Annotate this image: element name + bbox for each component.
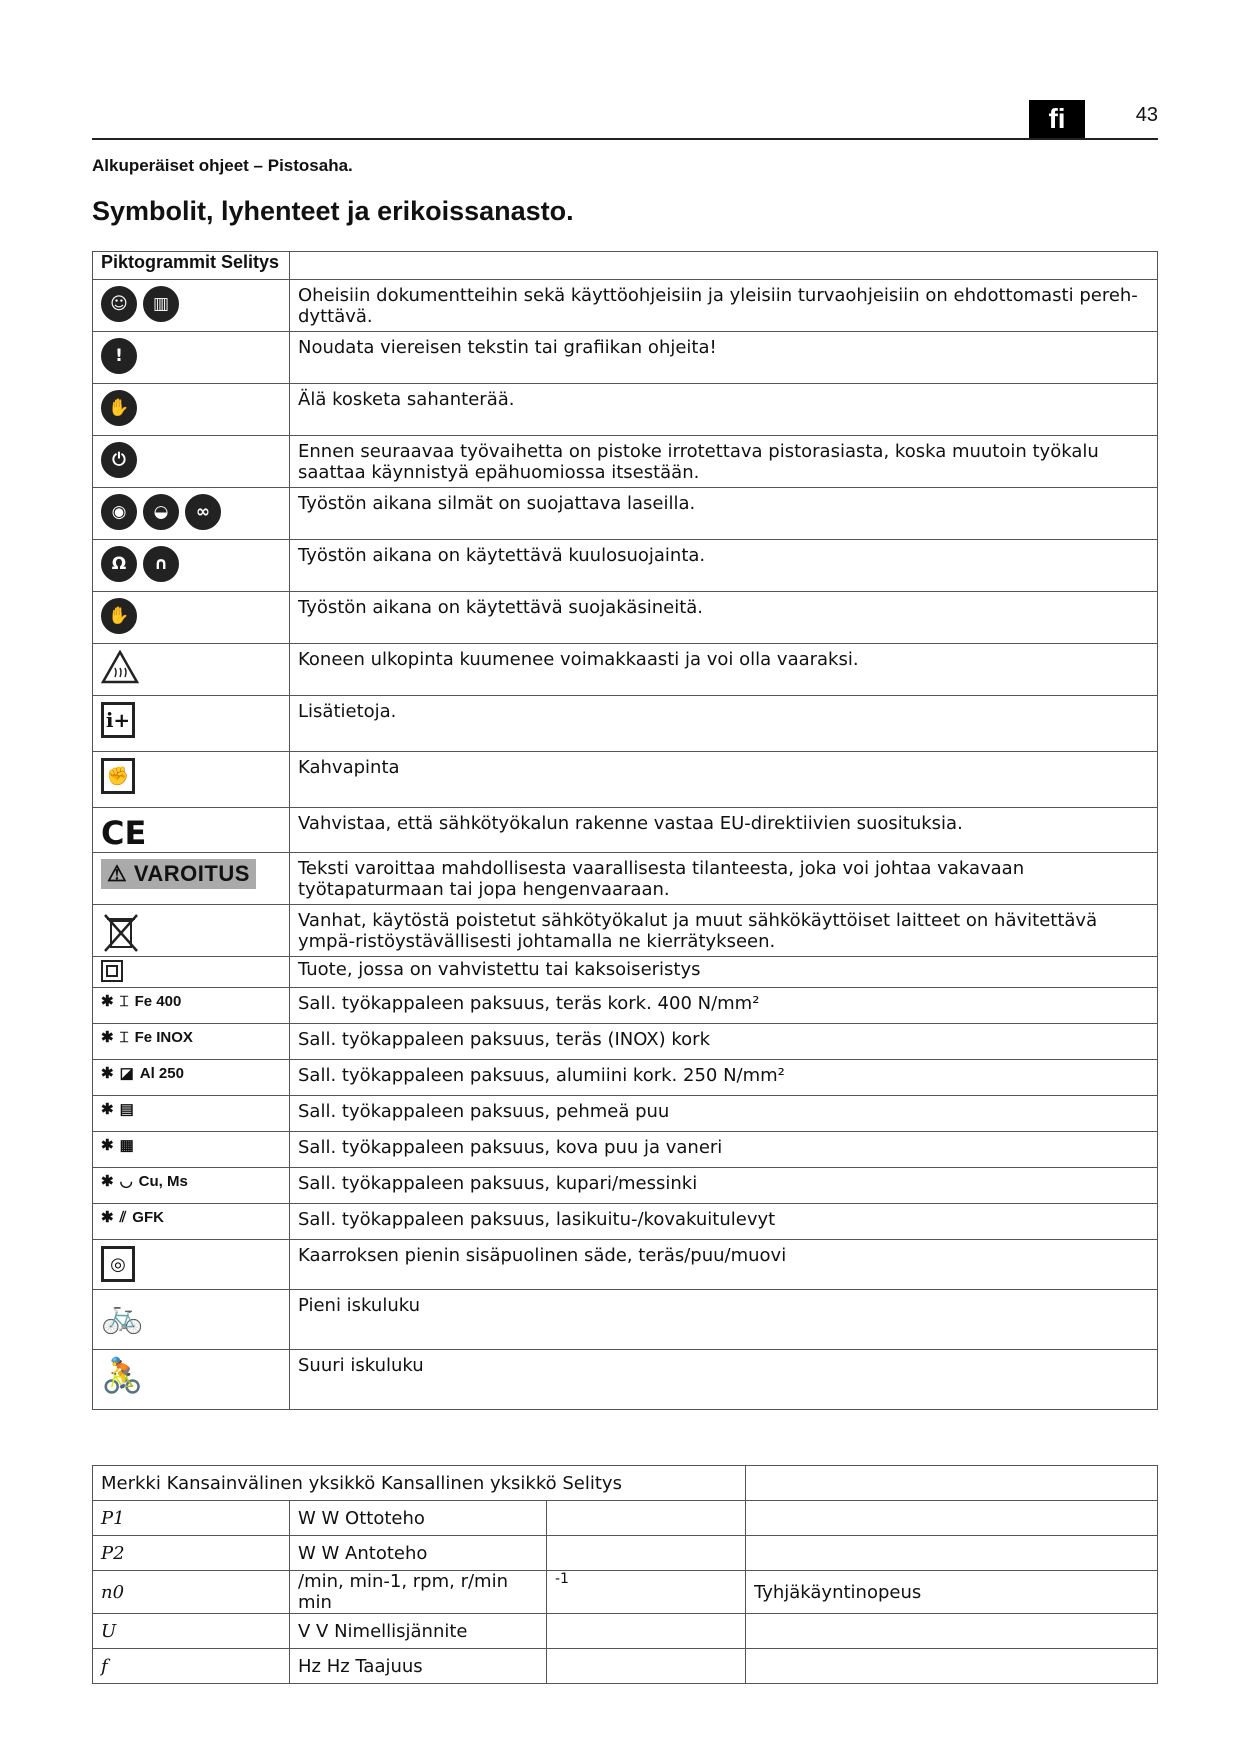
- table-row: 🚴 Suuri iskuluku: [93, 1350, 1158, 1410]
- steel-icon: ⌶: [119, 1028, 129, 1046]
- eye-protection-icon: ◉: [101, 494, 137, 530]
- table-row: ✱ ▤ Sall. työkappaleen paksuus, pehmeä puu: [93, 1096, 1158, 1132]
- thickness-icon: ✱: [101, 1209, 114, 1226]
- table-row: f Hz Hz Taajuus: [93, 1649, 1158, 1684]
- table-row: i+ Lisätietoja.: [93, 696, 1158, 752]
- units-header: Merkki Kansainvälinen yksikkö Kansallinen yksikkö Selitys: [93, 1466, 746, 1501]
- symbols-table: [92, 251, 1158, 1410]
- weee-bin-icon: [101, 911, 141, 953]
- table-row: ⚠ VAROITUS Teksti varoittaa mahdollisesta vaarallisesta tilanteesta, joka voi johtaa vakavaan työtapaturmaan tai jopa hengenvaaraan.: [93, 853, 1158, 905]
- high-stroke-rate-icon: 🚴: [101, 1356, 144, 1396]
- no-touch-blade-icon: ✋: [101, 390, 137, 426]
- units-table: [92, 1465, 1158, 1684]
- face-shield-icon: ◒: [143, 494, 179, 530]
- aluminium-icon: ◪: [119, 1065, 134, 1082]
- double-insulation-icon: [101, 960, 123, 982]
- steel-icon: ⌶: [119, 992, 129, 1010]
- page-number: 43: [1135, 104, 1158, 126]
- table-row: ✊ Kahvapinta: [93, 752, 1158, 808]
- read-manual-icon: ☺: [101, 286, 137, 322]
- softwood-icon: ▤: [119, 1101, 134, 1118]
- table-row: ✱ ⫽ GFK Sall. työkappaleen paksuus, lasikuitu-/kovakuitulevyt: [93, 1204, 1158, 1240]
- table-row: P2 W W Antoteho: [93, 1536, 1158, 1571]
- fibreglass-icon: ⫽: [119, 1208, 127, 1226]
- grip-surface-icon: ✊: [101, 758, 135, 794]
- thickness-icon: ✱: [101, 1029, 114, 1046]
- thickness-icon: ✱: [101, 1065, 114, 1082]
- table-row: ◉ ◒ ∞ Työstön aikana silmät on suojattava laseilla.: [93, 488, 1158, 540]
- thickness-icon: ✱: [101, 1137, 114, 1154]
- table-row: ✋ Työstön aikana on käytettävä suojakäsineitä.: [93, 592, 1158, 644]
- table-row: ✱ ⌶ Fe 400 Sall. työkappaleen paksuus, teräs kork. 400 N/mm²: [93, 988, 1158, 1024]
- table-row: ✱ ◡ Cu, Ms Sall. työkappaleen paksuus, kupari/messinki: [93, 1168, 1158, 1204]
- table-row: ✋ Älä kosketa sahanterää.: [93, 384, 1158, 436]
- copper-icon: ◡: [119, 1173, 133, 1190]
- warning-label: ⚠ VAROITUS: [101, 859, 256, 889]
- table-row: U V V Nimellisjännite: [93, 1614, 1158, 1649]
- ear-protection-icon: Ω: [101, 546, 137, 582]
- table-row: CE Vahvistaa, että sähkötyökalun rakenne vastaa EU-direktiivien suosituksia.: [93, 808, 1158, 853]
- thickness-icon: ✱: [101, 993, 114, 1010]
- table-row: ✱ ▦ Sall. työkappaleen paksuus, kova puu ja vaneri: [93, 1132, 1158, 1168]
- symbols-header: Piktogrammit Selitys: [93, 252, 290, 280]
- curve-radius-icon: ◎: [101, 1246, 135, 1282]
- unplug-icon: ⏻: [101, 442, 137, 478]
- table-row: P1 W W Ottoteho: [93, 1501, 1158, 1536]
- warning-exclamation-icon: !: [101, 338, 137, 374]
- table-row: ⏻ Ennen seuraavaa työvaihetta on pistoke irrotettava pistorasiasta, koska muutoin työkalu saattaa käynnistyä epähuomiossa itsestään.: [93, 436, 1158, 488]
- hardwood-icon: ▦: [119, 1137, 134, 1154]
- table-row: Vanhat, käytöstä poistetut sähkötyökalut ja muut sähkökäyttöiset laitteet on hävitettävä ympä-ristöystävällisesti johtamalla ne kierrätykseen.: [93, 905, 1158, 957]
- thickness-icon: ✱: [101, 1173, 114, 1190]
- language-badge: fi: [1029, 100, 1085, 138]
- table-row: ✱ ⌶ Fe INOX Sall. työkappaleen paksuus, teräs (INOX) kork: [93, 1024, 1158, 1060]
- table-row: Koneen ulkopinta kuumenee voimakkaasti ja voi olla vaaraksi.: [93, 644, 1158, 696]
- low-stroke-rate-icon: 🚲: [101, 1296, 144, 1336]
- hot-surface-icon: [101, 650, 139, 684]
- table-row: 🚲 Pieni iskuluku: [93, 1290, 1158, 1350]
- table-row: ☺ ▥ Oheisiin dokumentteihin sekä käyttöohjeisiin ja yleisiin turvaohjeisiin on ehdottomasti pereh-dyttävä.: [93, 280, 1158, 332]
- ce-mark-icon: CE: [101, 814, 147, 852]
- book-icon: ▥: [143, 286, 179, 322]
- thickness-icon: ✱: [101, 1101, 114, 1118]
- page-header: [92, 100, 1158, 140]
- document-subtitle: Alkuperäiset ohjeet – Pistosaha.: [92, 156, 353, 175]
- table-row: ! Noudata viereisen tekstin tai grafiikan ohjeita!: [93, 332, 1158, 384]
- gloves-icon: ✋: [101, 598, 137, 634]
- goggles-icon: ∞: [185, 494, 221, 530]
- table-row: ◎ Kaarroksen pienin sisäpuolinen säde, teräs/puu/muovi: [93, 1240, 1158, 1290]
- table-row: n0 /min, min-1, rpm, r/min min -1 Tyhjäkäyntinopeus: [93, 1571, 1158, 1614]
- section-title: Symbolit, lyhenteet ja erikoissanasto.: [92, 196, 574, 226]
- table-row: Ω ∩ Työstön aikana on käytettävä kuulosuojainta.: [93, 540, 1158, 592]
- info-icon: i+: [101, 702, 135, 738]
- table-row: ✱ ◪ Al 250 Sall. työkappaleen paksuus, alumiini kork. 250 N/mm²: [93, 1060, 1158, 1096]
- ear-muffs-icon: ∩: [143, 546, 179, 582]
- table-row: Tuote, jossa on vahvistettu tai kaksoiseristys: [93, 957, 1158, 988]
